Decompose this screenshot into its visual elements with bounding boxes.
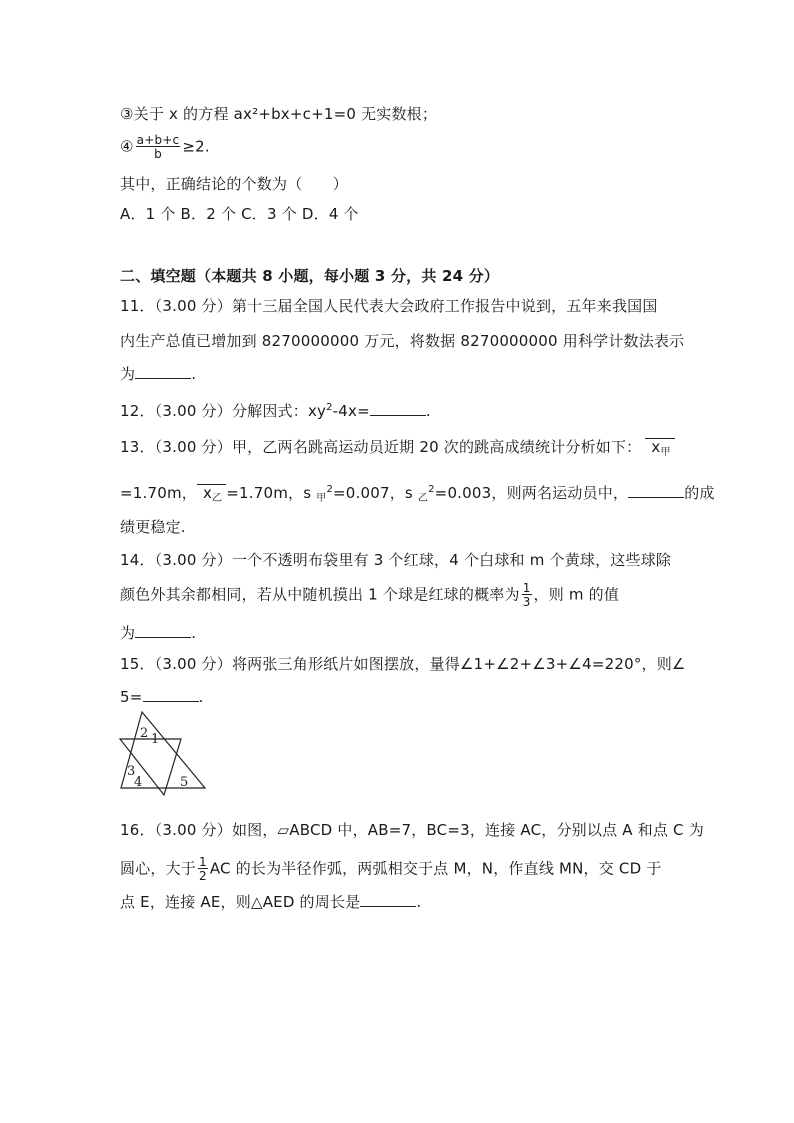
q13-mean-yi-value: =1.70m，s	[226, 484, 312, 502]
angle-label-3: 3	[127, 764, 136, 779]
q11-line-2: 内生产总值已增加到 8270000000 万元，将数据 8270000000 用科学计数法表示	[120, 332, 685, 350]
q14-line-3	[120, 622, 196, 643]
q16-answer-blank[interactable]	[360, 891, 416, 907]
q16-fraction	[198, 856, 208, 882]
q14-line-2-prefix: 颜色外其余都相同，若从中随机摸出 1 个球是红球的概率为	[120, 585, 520, 604]
q11-line-3	[120, 363, 196, 384]
xbar-symbol: x	[651, 438, 661, 456]
q14-answer-blank[interactable]	[135, 622, 191, 638]
xbar-symbol: x	[202, 484, 213, 502]
angle-label-5: 5	[180, 775, 189, 790]
options-line: A．1 个 B．2 个 C．3 个 D．4 个	[120, 205, 359, 223]
q14-suffix: .	[191, 624, 197, 642]
q11-answer-blank[interactable]	[135, 363, 191, 379]
q15-line-1: 15．（3.00 分）将两张三角形纸片如图摆放，量得∠1+∠2+∠3+∠4=220°，则∠	[120, 655, 686, 673]
q12-answer-blank[interactable]	[370, 400, 426, 416]
s-superscript-yi: 2	[428, 484, 435, 495]
q16-line-2	[120, 856, 662, 882]
q13-xbar-jia	[645, 438, 674, 457]
fraction-numerator: a+b+c	[136, 133, 180, 147]
q13-answer-blank[interactable]	[628, 482, 684, 498]
q16-line-3	[120, 891, 421, 912]
q14-line-2-suffix: ，则 m 的值	[533, 585, 620, 604]
item-3-text: ③关于 x 的方程 ax²+bx+c+1=0 无实数根；	[120, 105, 438, 123]
q16-line-1: 16．（3.00 分）如图，▱ABCD 中，AB=7，BC=3，连接 AC，分别以点 A 和点 C 为	[120, 821, 704, 839]
q15-suffix: .	[198, 688, 204, 706]
q13-line-1	[120, 437, 675, 457]
fraction-numerator: 1	[522, 581, 531, 595]
fraction-denominator: 2	[199, 869, 207, 883]
q14-line-2	[120, 582, 619, 608]
question-line: 其中，正确结论的个数为（ ）	[120, 175, 349, 193]
s-subscript-jia: 甲	[316, 493, 327, 504]
q16-line-2-prefix: 圆心，大于	[120, 859, 197, 878]
q12-line	[120, 400, 431, 424]
section-title: 二、填空题（本题共 8 小题，每小题 3 分，共 24 分）	[120, 267, 500, 285]
q11-line-1: 11．（3.00 分）第十三届全国人民代表大会政府工作报告中说到，五年来我国国	[120, 297, 658, 315]
s-superscript-jia: 2	[326, 484, 333, 495]
xbar-subscript: 乙	[212, 493, 223, 504]
q15-answer-blank[interactable]	[143, 686, 199, 702]
q14-line-1: 14．（3.00 分）一个不透明布袋里有 3 个红球，4 个白球和 m 个黄球，这些球除	[120, 551, 672, 569]
q15-line-2	[120, 686, 203, 707]
q12-superscript: 2	[326, 402, 333, 413]
q16-line-2-suffix: AC 的长为半径作弧，两弧相交于点 M，N，作直线 MN，交 CD 于	[209, 859, 662, 878]
q12-middle: -4x=	[332, 402, 370, 420]
q13-line-2	[120, 482, 715, 506]
q12-suffix: .	[425, 402, 431, 420]
q12-prefix: 12．（3.00 分）分解因式：xy	[120, 402, 327, 420]
s-subscript-yi: 乙	[417, 493, 429, 504]
item-4	[120, 134, 210, 160]
q13-variance-jia: =0.007，s	[333, 484, 413, 502]
q11-suffix: .	[191, 365, 197, 383]
q13-variance-yi: =0.003，则两名运动员中，	[434, 484, 629, 502]
fraction-numerator: 1	[199, 855, 207, 869]
angle-label-1: 1	[151, 732, 160, 747]
fraction-denominator: b	[154, 147, 162, 161]
q14-fraction	[522, 582, 532, 608]
q13-line-2-suffix: 的成	[684, 484, 715, 502]
xbar-subscript: 甲	[660, 447, 671, 458]
item-4-suffix: ≥2.	[182, 137, 210, 156]
item-3	[120, 104, 437, 124]
angle-label-4: 4	[134, 775, 143, 790]
q16-suffix: .	[416, 893, 422, 911]
q11-prefix: 为	[120, 365, 136, 383]
q16-line-3-prefix: 点 E，连接 AE，则△AED 的周长是	[120, 893, 361, 911]
fraction-denominator: 3	[522, 595, 531, 609]
item-4-marker: ④	[120, 137, 134, 156]
item-4-fraction	[136, 134, 181, 160]
angle-label-2: 2	[140, 726, 149, 741]
two-triangles-figure	[116, 710, 208, 800]
q13-mean-jia-value: =1.70m，	[120, 484, 197, 502]
q13-line-3: 绩更稳定.	[120, 518, 186, 536]
q13-xbar-yi	[197, 484, 226, 503]
q14-prefix: 为	[120, 624, 136, 642]
q15-prefix: 5=	[120, 688, 143, 706]
q13-line-1-text: 13．（3.00 分）甲，乙两名跳高运动员近期 20 次的跳高成绩统计分析如下：	[120, 438, 642, 456]
